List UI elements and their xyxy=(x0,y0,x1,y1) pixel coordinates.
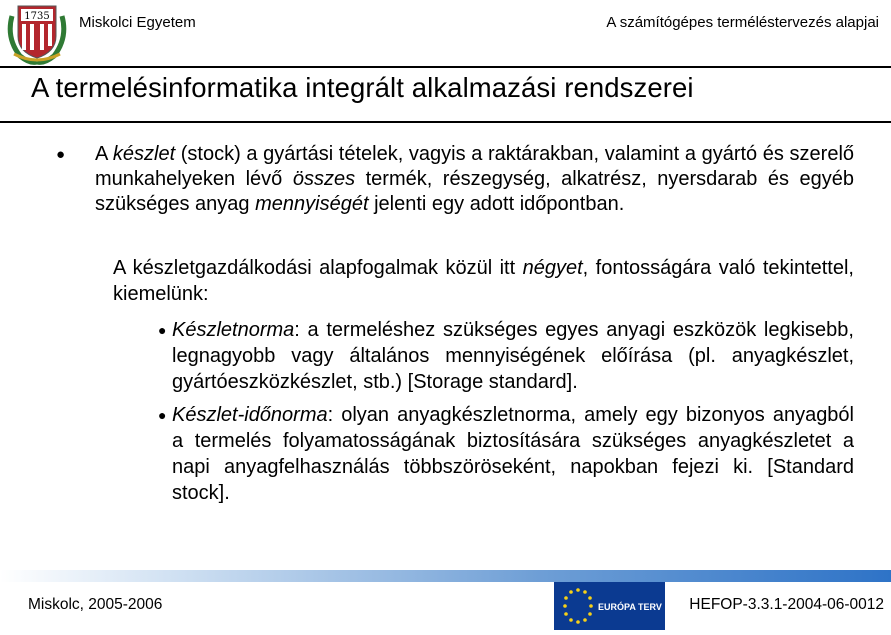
header-course-title: A számítógépes terméléstervezés alapjai xyxy=(606,14,879,31)
bullet-stock-definition: ● A készlet (stock) a gyártási tételek, vagyis a raktárakban, valamint a gyártó és szerelő munkahelyeken lévő összes termék, részegység, alkatrész, nyersdarab és egyéb szükséges anyag mennyiségét jelenti egy adott időpontban. xyxy=(56,143,855,215)
footer-gradient-band xyxy=(0,570,891,582)
eu-stars-icon xyxy=(563,588,593,624)
bullet-marker: ● xyxy=(158,407,167,423)
intro-paragraph: A készletgazdálkodási alapfogalmak közül itt négyet, fontosságára való tekintettel, kiemelünk: xyxy=(113,257,854,305)
bullet-marker: ● xyxy=(56,146,66,163)
footer-place-date: Miskolc, 2005-2006 xyxy=(28,596,163,613)
university-logo xyxy=(4,2,70,66)
logo-year: 1735 xyxy=(24,11,50,22)
bullet-stock-time-norm: ● Készlet-időnorma: olyan anyagkészletnorma, amely egy bizonyos anyagból a termelés folyamatosságának biztosítására szükséges anyagkészletet a napi anyagfelhasználás többszöröseként, napokban fejezi ki. [Standard stock]. xyxy=(158,404,854,504)
title-top-rule xyxy=(0,66,891,68)
eu-logo-label: EURÓPA TERV xyxy=(598,602,662,612)
bullet-stock-norm: ● Készletnorma: a termeléshez szükséges egyes anyagi eszközök legkisebb, legnagyobb vagy általános mennyiségének előírása (pl. anyagkészlet, gyártóeszközkészlet, stb.) [Storage standard]. xyxy=(158,319,854,393)
europa-terv-logo xyxy=(554,582,665,630)
footer-project-code: HEFOP-3.3.1-2004-06-0012 xyxy=(689,596,884,613)
bullet-marker: ● xyxy=(158,322,167,338)
header-institution: Miskolci Egyetem xyxy=(79,14,196,31)
slide-title: A termelésinformatika integrált alkalmazási rendszerei xyxy=(31,72,694,103)
title-bottom-rule xyxy=(0,121,891,123)
